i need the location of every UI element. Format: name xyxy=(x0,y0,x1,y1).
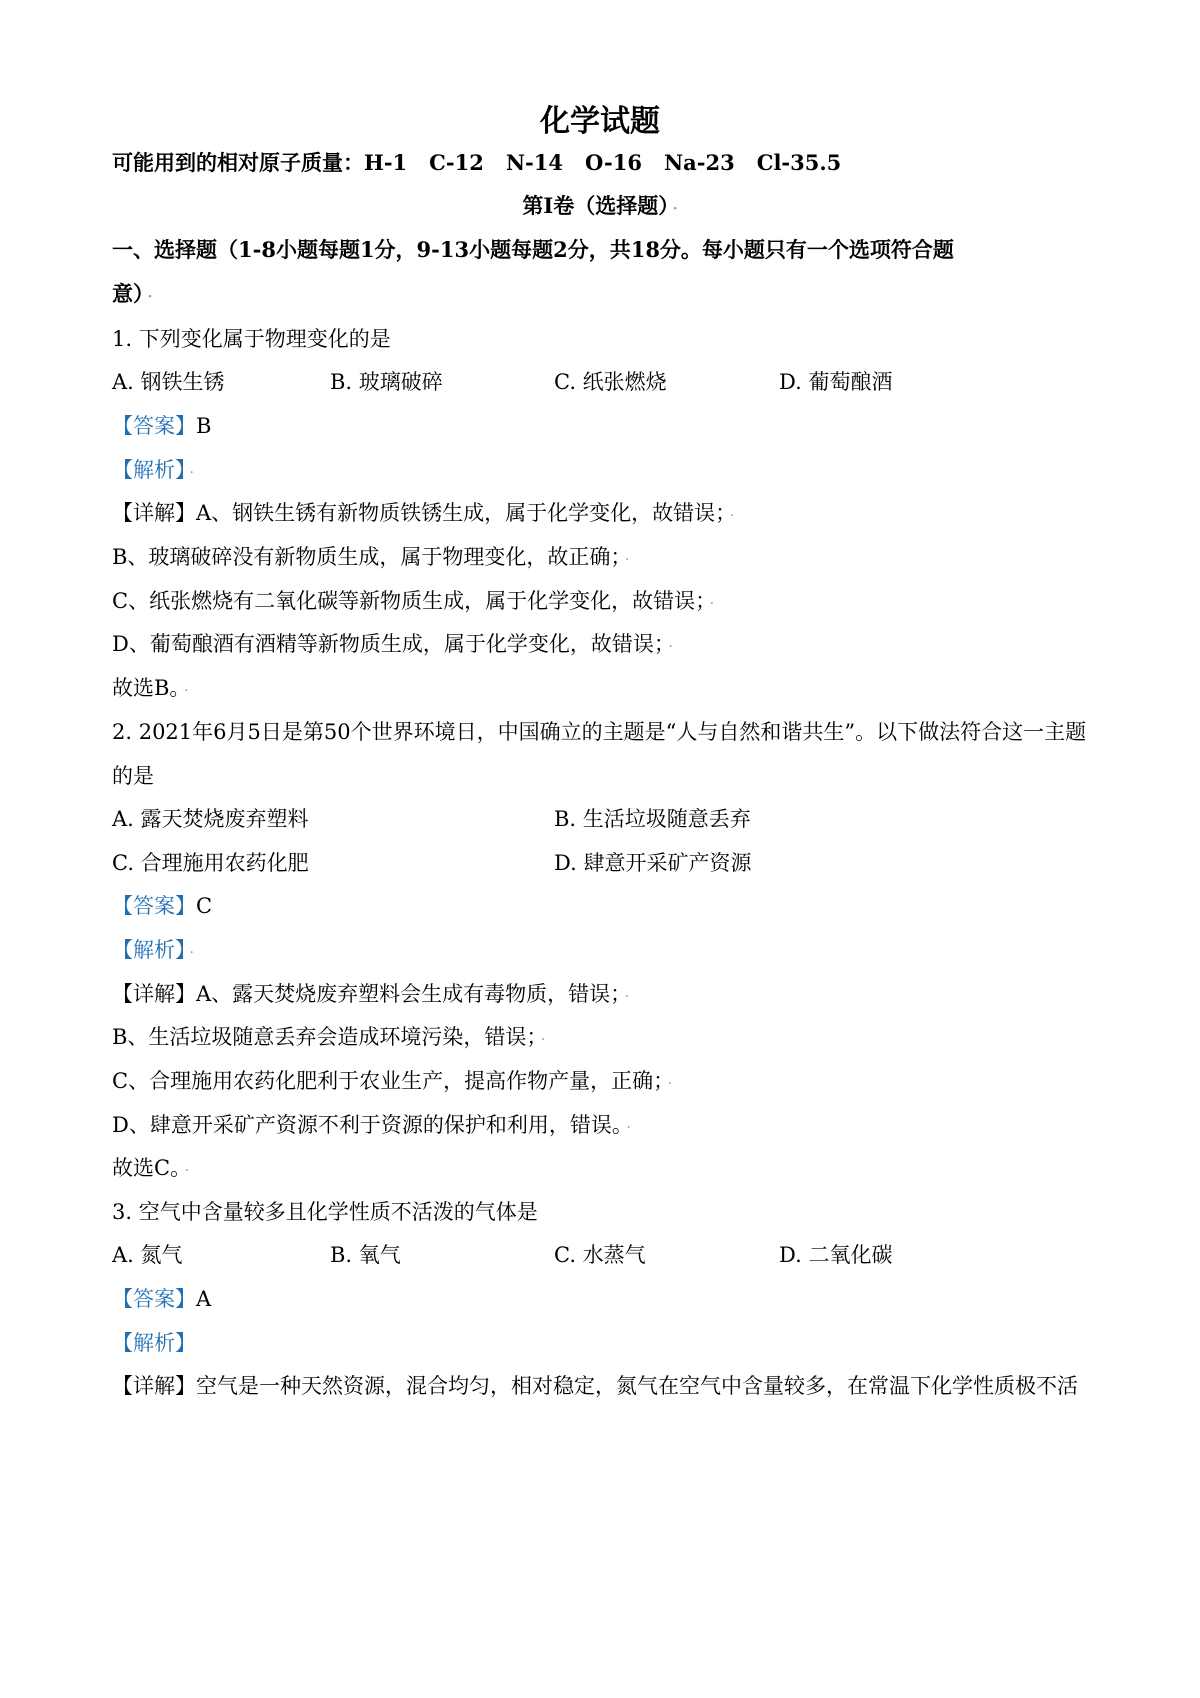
mass-item: Cl-35.5 xyxy=(756,150,842,175)
question-2-options-row2 xyxy=(112,840,1100,886)
option-a: A. 氮气 xyxy=(112,1243,183,1267)
answer-tag: 【答案】 xyxy=(112,894,196,918)
answer-tag: 【答案】 xyxy=(112,414,196,438)
question-2-answer xyxy=(112,883,1100,929)
detail-text: A、钢铁生锈有新物质铁锈生成，属于化学变化，故错误； xyxy=(196,501,726,525)
question-2-options-row1 xyxy=(112,796,1100,842)
mass-item: Na-23 xyxy=(663,150,735,175)
question-2-stem-line2: 的是 xyxy=(112,764,154,788)
detail-tag: 【详解】 xyxy=(112,982,196,1006)
answer-tag: 【答案】 xyxy=(112,1287,196,1311)
conclusion-text: 故选C。 xyxy=(112,1156,181,1180)
analysis-tag: 【解析】 xyxy=(112,1331,196,1355)
question-1-analysis: 【解析】 · xyxy=(112,458,194,482)
option-a: A. 钢铁生锈 xyxy=(112,370,225,394)
question-1-conclusion: 故选B。 · xyxy=(112,676,189,700)
analysis-tag: 【解析】 xyxy=(112,458,186,482)
option-d: D. 肆意开采矿产资源 xyxy=(554,851,752,875)
question-1-detail-d: D、葡萄酿酒有酒精等新物质生成，属于化学变化，故错误； · xyxy=(112,632,673,656)
option-d: D. 二氧化碳 xyxy=(779,1243,893,1267)
option-c: C. 水蒸气 xyxy=(554,1243,646,1267)
question-2-detail-c: C、合理施用农药化肥利于农业生产，提高作物产量，正确； · xyxy=(112,1069,673,1093)
mass-item: C-12 xyxy=(429,150,484,175)
option-a: A. 露天焚烧废弃塑料 xyxy=(112,807,309,831)
question-2-analysis: 【解析】 · xyxy=(112,938,194,962)
analysis-tag: 【解析】 xyxy=(112,938,186,962)
answer-value: B xyxy=(196,414,212,438)
question-3-options xyxy=(112,1232,1100,1278)
detail-text: A、露天焚烧废弃塑料会生成有毒物质，错误； xyxy=(196,982,621,1006)
question-2-conclusion: 故选C。 · xyxy=(112,1156,190,1180)
answer-value: A xyxy=(196,1287,212,1311)
question-1-options xyxy=(112,359,1100,405)
detail-tag: 【详解】 xyxy=(112,1374,196,1398)
question-3-stem: 3. 空气中含量较多且化学性质不活泼的气体是 xyxy=(112,1200,538,1224)
detail-text: 空气是一种天然资源，混合均匀，相对稳定，氮气在空气中含量较多，在常温下化学性质极不活 xyxy=(196,1374,1078,1398)
question-1-detail-a: 【详解】A、钢铁生锈有新物质铁锈生成，属于化学变化，故错误； · xyxy=(112,501,735,525)
detail-tag: 【详解】 xyxy=(112,501,196,525)
answer-value: C xyxy=(196,894,213,918)
question-3-detail xyxy=(112,1363,1100,1409)
volume-heading-text: 第Ⅰ卷（选择题） xyxy=(522,193,669,218)
option-b: B. 生活垃圾随意丢弃 xyxy=(554,807,751,831)
question-2-stem-line1: 2. 2021年6月5日是第50个世界环境日，中国确立的主题是“人与自然和谐共生”。以下做法符合这一主题 xyxy=(112,720,1087,744)
detail-text: B、玻璃破碎没有新物质生成，属于物理变化，故正确； xyxy=(112,545,621,569)
page-title: 化学试题 xyxy=(540,104,660,139)
detail-text: D、肆意开采矿产资源不利于资源的保护和利用，错误。 xyxy=(112,1113,623,1137)
question-1-detail-b: B、玻璃破碎没有新物质生成，属于物理变化，故正确； · xyxy=(112,545,630,569)
conclusion-text: 故选B。 xyxy=(112,676,180,700)
section-heading-line2: 意） · xyxy=(112,281,153,306)
section-heading-line1: 一、选择题（1-8小题每题1分，9-13小题每题2分，共18分。每小题只有一个选项符合题 xyxy=(112,237,954,262)
question-2-detail-a: 【详解】A、露天焚烧废弃塑料会生成有毒物质，错误； · xyxy=(112,982,630,1006)
question-3-analysis xyxy=(112,1320,1100,1366)
mass-item: H-1 xyxy=(364,150,408,175)
question-2-detail-d: D、肆意开采矿产资源不利于资源的保护和利用，错误。 · xyxy=(112,1113,631,1137)
question-1-answer xyxy=(112,403,1100,449)
atomic-mass-label: 可能用到的相对原子质量： xyxy=(112,150,364,175)
mass-item: N-14 xyxy=(505,150,563,175)
detail-text: B、生活垃圾随意丢弃会造成环境污染，错误； xyxy=(112,1025,537,1049)
question-2-detail-b: B、生活垃圾随意丢弃会造成环境污染，错误； · xyxy=(112,1025,546,1049)
option-b: B. 玻璃破碎 xyxy=(330,370,443,394)
option-b: B. 氧气 xyxy=(330,1243,401,1267)
section-heading-line2-text: 意） xyxy=(112,281,144,306)
atomic-mass-line xyxy=(112,140,1100,186)
detail-text: C、纸张燃烧有二氧化碳等新物质生成，属于化学变化，故错误； xyxy=(112,589,706,613)
option-c: C. 纸张燃烧 xyxy=(554,370,667,394)
detail-text: D、葡萄酿酒有酒精等新物质生成，属于化学变化，故错误； xyxy=(112,632,665,656)
detail-text: C、合理施用农药化肥利于农业生产，提高作物产量，正确； xyxy=(112,1069,664,1093)
question-1-stem: 1. 下列变化属于物理变化的是 xyxy=(112,327,391,351)
option-c: C. 合理施用农药化肥 xyxy=(112,851,309,875)
mass-item: O-16 xyxy=(584,150,642,175)
question-1-detail-c: C、纸张燃烧有二氧化碳等新物质生成，属于化学变化，故错误； · xyxy=(112,589,715,613)
volume-heading: 第Ⅰ卷（选择题） · xyxy=(522,193,678,218)
option-d: D. 葡萄酿酒 xyxy=(779,370,893,394)
question-3-answer xyxy=(112,1276,1100,1322)
